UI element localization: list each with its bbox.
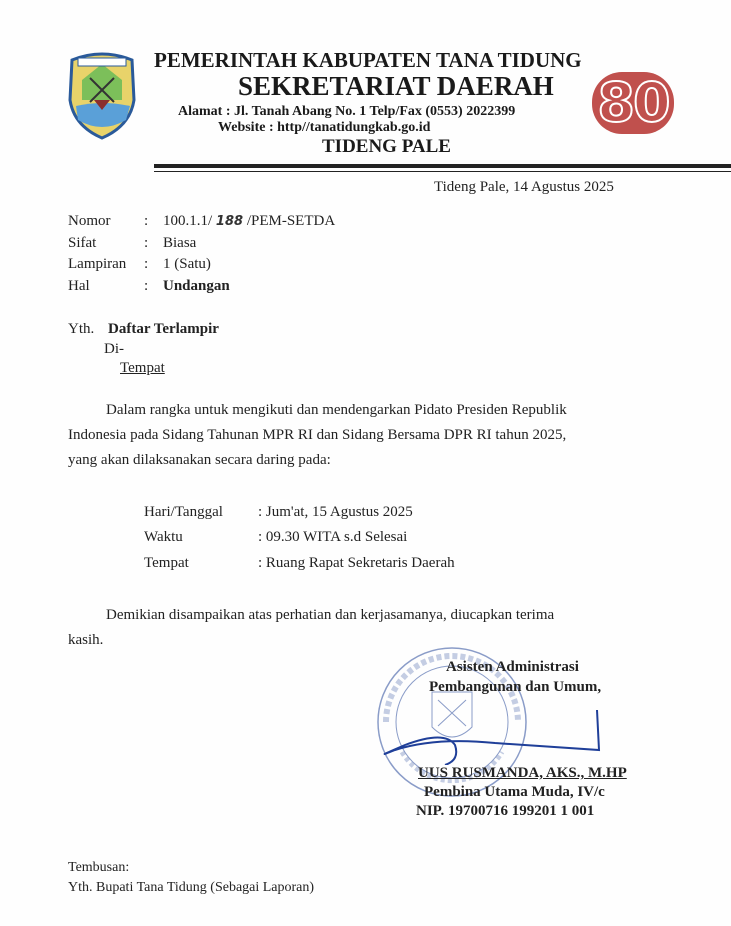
cc-item: Yth. Bupati Tana Tidung (Sebagai Laporan) — [68, 880, 315, 895]
regency-emblem-logo — [64, 50, 140, 140]
letterhead-office: SEKRETARIAT DAERAH — [238, 71, 554, 101]
meta-colon: : — [144, 213, 149, 229]
badge-number: 80 — [597, 71, 669, 134]
meta-value-lampiran: 1 (Satu) — [163, 256, 211, 272]
recipient-name: Daftar Terlampir — [108, 321, 219, 337]
body-paragraph-1-line-2: Indonesia pada Sidang Tahunan MPR RI dan Sidang Bersama DPR RI tahun 2025, — [68, 427, 567, 443]
meta-value-sifat: Biasa — [163, 235, 197, 251]
meta-colon: : — [144, 235, 149, 251]
detail-label-date: Hari/Tanggal — [144, 504, 223, 520]
header-rule-thick — [154, 164, 731, 168]
letter-date: Tideng Pale, 14 Agustus 2025 — [434, 179, 614, 195]
letterhead-address: Alamat : Jl. Tanah Abang No. 1 Telp/Fax (0553) 2022399 — [178, 104, 516, 119]
recipient-place: Tempat — [120, 360, 165, 376]
letterhead-government: PEMERINTAH KABUPATEN TANA TIDUNG — [154, 48, 582, 72]
body-paragraph-2-line-1: Demikian disampaikan atas perhatian dan kerjasamanya, diucapkan terima — [106, 607, 555, 623]
body-paragraph-1-line-3: yang akan dilaksanakan secara daring pada: — [68, 452, 331, 468]
body-paragraph-1-line-1: Dalam rangka untuk mengikuti dan mendengarkan Pidato Presiden Republik — [106, 402, 567, 418]
cc-heading: Tembusan: — [68, 860, 130, 875]
meta-label-nomor: Nomor — [68, 213, 111, 229]
anniversary-80-badge — [592, 72, 674, 134]
meta-value-nomor — [163, 212, 335, 231]
meta-label-sifat: Sifat — [68, 235, 97, 251]
header-rule-thin — [154, 171, 731, 172]
meta-label-lampiran: Lampiran — [68, 256, 127, 272]
signatory-rank: Pembina Utama Muda, IV/c — [424, 784, 605, 800]
recipient-yth: Yth. — [68, 321, 95, 337]
detail-value-time: : 09.30 WITA s.d Selesai — [258, 529, 408, 545]
signatory-nip: NIP. 19700716 199201 1 001 — [416, 803, 595, 819]
recipient-di: Di- — [104, 341, 124, 357]
detail-label-place: Tempat — [144, 555, 189, 571]
body-paragraph-2-line-2: kasih. — [68, 632, 104, 648]
nomor-handwritten: 188 — [215, 214, 244, 229]
nomor-suffix: /PEM-SETDA — [246, 213, 336, 229]
meta-value-hal: Undangan — [163, 278, 230, 294]
nomor-prefix: 100.1.1/ — [163, 213, 213, 229]
detail-value-place: : Ruang Rapat Sekretaris Daerah — [258, 555, 455, 571]
detail-label-time: Waktu — [144, 529, 183, 545]
detail-value-date: : Jum'at, 15 Agustus 2025 — [258, 504, 413, 520]
meta-colon: : — [144, 278, 149, 294]
meta-colon: : — [144, 256, 149, 272]
signatory-title-1: Asisten Administrasi — [446, 659, 579, 675]
letterhead-city: TIDENG PALE — [322, 136, 451, 157]
signatory-name: UUS RUSMANDA, AKS., M.HP — [418, 765, 627, 781]
letterhead-website: Website : http//tanatidungkab.go.id — [218, 120, 431, 135]
handwritten-signature — [375, 705, 605, 765]
signatory-title-2: Pembangunan dan Umum, — [429, 679, 602, 695]
meta-label-hal: Hal — [68, 278, 90, 294]
